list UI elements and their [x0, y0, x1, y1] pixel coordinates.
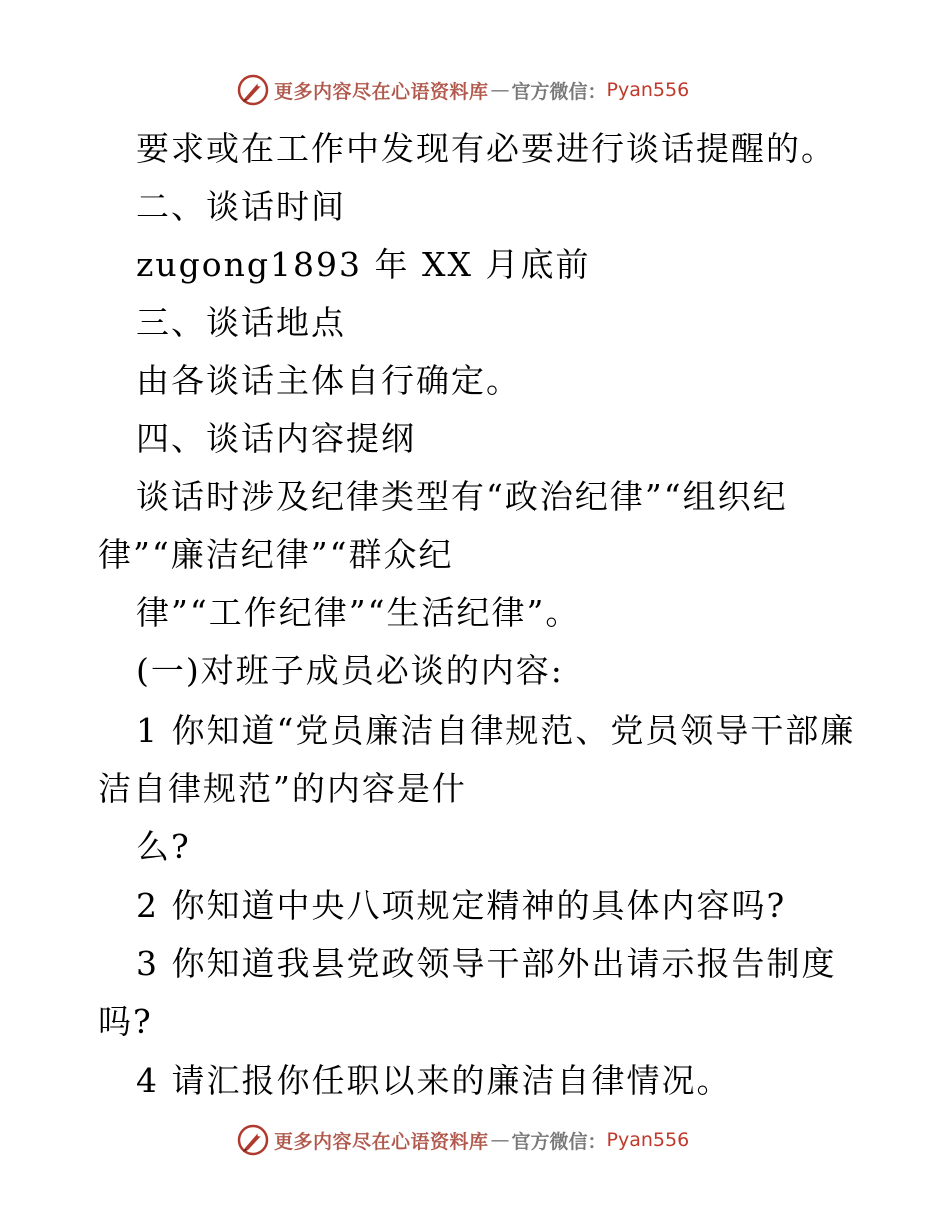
text-line: 谈话时涉及纪律类型有“政治纪律”“组织纪: [136, 477, 788, 516]
text-line: 么?: [136, 827, 191, 866]
watermark-official-label: 官方微信：: [511, 1130, 607, 1153]
watermark-text: 更多内容尽在心语资料库: [274, 1130, 489, 1153]
watermark-official-label: 官方微信：: [511, 80, 607, 103]
list-item: 1 你知道“党员廉洁自律规范、党员领导干部廉: [136, 711, 856, 750]
text-line: 要求或在工作中发现有必要进行谈话提醒的。: [136, 129, 836, 168]
section-heading-location: 三、谈话地点: [136, 303, 346, 342]
watermark-separator: —: [490, 79, 510, 101]
list-item: 4 请汇报你任职以来的廉洁自律情况。: [136, 1061, 732, 1100]
text-line: 吗?: [98, 1002, 153, 1041]
pen-logo-icon: [236, 73, 270, 107]
watermark-footer: [236, 1122, 689, 1158]
watermark-separator: —: [490, 1129, 510, 1151]
text-line: 律”“廉洁纪律”“群众纪: [98, 535, 454, 574]
subsection-heading: (一)对班子成员必谈的内容:: [136, 651, 564, 690]
watermark-header: [236, 72, 689, 108]
section-heading-time: 二、谈话时间: [136, 187, 346, 226]
list-item: 2 你知道中央八项规定精神的具体内容吗?: [136, 886, 787, 925]
text-line: 律”“工作纪律”“生活纪律”。: [136, 593, 581, 632]
text-line: zugong1893 年 XX 月底前: [136, 245, 591, 284]
pen-logo-icon: [236, 1123, 270, 1157]
text-line: 由各谈话主体自行确定。: [136, 361, 521, 400]
section-heading-outline: 四、谈话内容提纲: [136, 419, 416, 458]
watermark-wechat-id: Pyan556: [606, 79, 690, 101]
watermark-text: 更多内容尽在心语资料库: [274, 80, 489, 103]
watermark-wechat-id: Pyan556: [606, 1129, 690, 1151]
text-line: 洁自律规范”的内容是什: [98, 769, 467, 808]
list-item: 3 你知道我县党政领导干部外出请示报告制度: [136, 944, 837, 983]
